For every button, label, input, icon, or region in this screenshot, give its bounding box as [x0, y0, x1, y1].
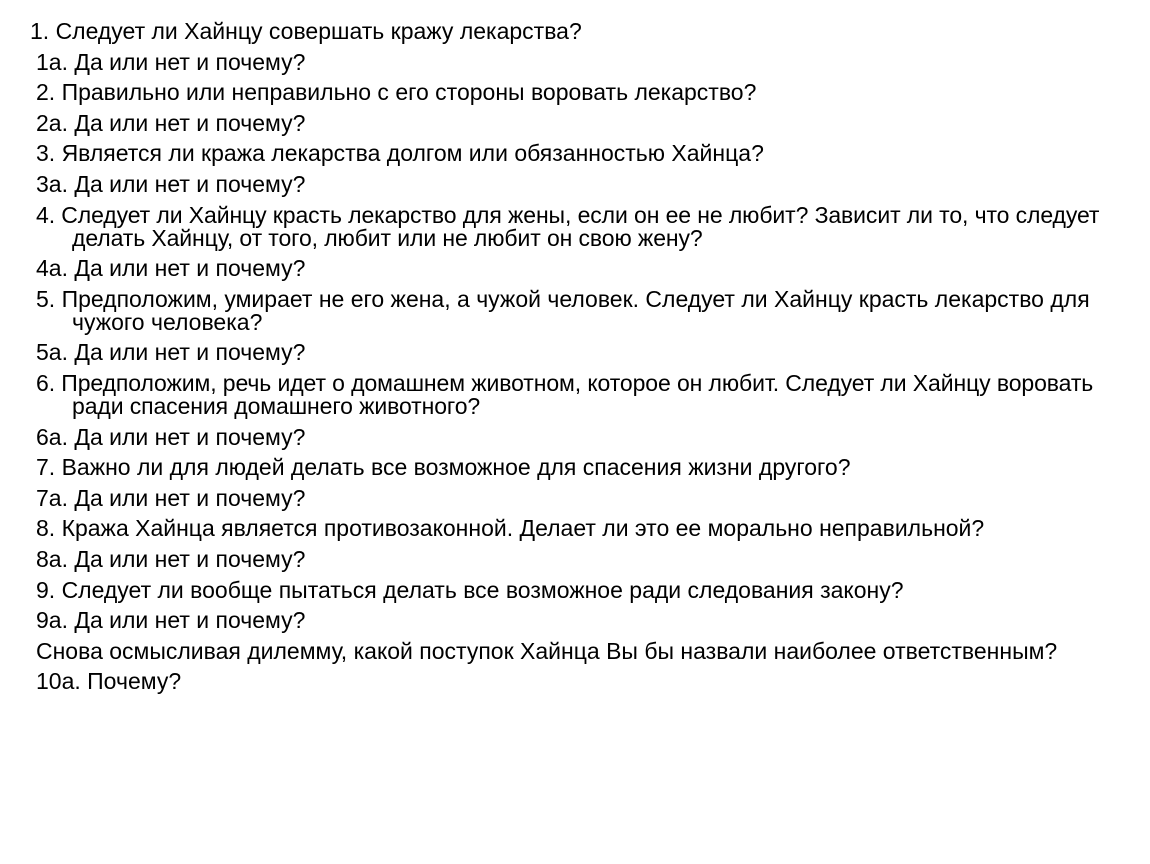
question-item: 4а. Да или нет и почему?: [36, 255, 306, 282]
question-item: 4. Следует ли Хайнцу красть лекарство для жены, если он ее не любит? Зависит ли то, что следует делать Хайнцу, от того, любит или не любит он свою жену?: [36, 201, 1100, 251]
question-item: 3. Является ли кража лекарства долгом или обязанностью Хайнца?: [36, 140, 764, 167]
question-item: 5. Предположим, умирает не его жена, а чужой человек. Следует ли Хайнцу красть лекарство для чужого человека?: [36, 285, 1090, 335]
question-item: 9а. Да или нет и почему?: [36, 607, 306, 634]
question-item: 8а. Да или нет и почему?: [36, 545, 306, 572]
question-item: 1а. Да или нет и почему?: [36, 48, 306, 75]
question-item: 7а. Да или нет и почему?: [36, 484, 306, 511]
question-item: 7. Важно ли для людей делать все возможное для спасения жизни другого?: [36, 454, 851, 481]
question-item: 2а. Да или нет и почему?: [36, 109, 306, 136]
question-item: Снова осмысливая дилемму, какой поступок Хайнца Вы бы назвали наиболее ответственным?: [36, 637, 1058, 664]
question-item: 3а. Да или нет и почему?: [36, 170, 306, 197]
question-item: 10а. Почему?: [36, 668, 182, 695]
question-item: 2. Правильно или неправильно с его стороны воровать лекарство?: [36, 79, 757, 106]
question-list: [30, 18, 1136, 701]
question-item: 6а. Да или нет и почему?: [36, 423, 306, 450]
question-item: 1. Следует ли Хайнцу совершать кражу лекарства?: [30, 18, 582, 44]
question-item: 8. Кража Хайнца является противозаконной. Делает ли это ее морально неправильной?: [36, 515, 985, 542]
question-item: 6. Предположим, речь идет о домашнем животном, которое он любит. Следует ли Хайнцу воровать ради спасения домашнего животного?: [36, 369, 1094, 419]
question-item: 9. Следует ли вообще пытаться делать все возможное ради следования закону?: [36, 576, 904, 603]
question-item: 5а. Да или нет и почему?: [36, 339, 306, 366]
